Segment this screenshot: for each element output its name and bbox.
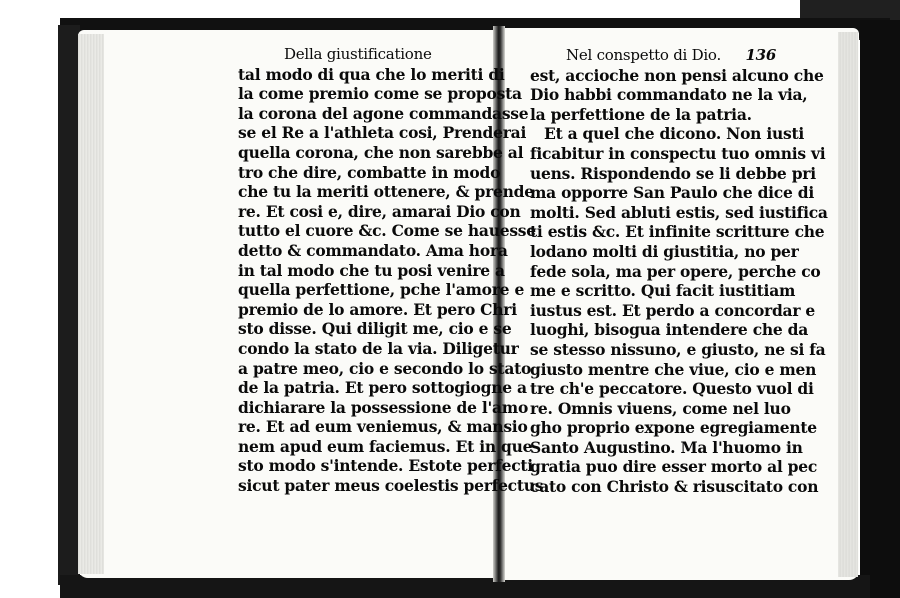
text-line: ti estis &c. Et infinite scritture che: [530, 222, 825, 242]
text-line: gho proprio expone egregiamente: [530, 418, 817, 438]
text-line: fede sola, ma per opere, perche co: [530, 261, 821, 281]
left-running-head: Della giustificatione: [284, 45, 432, 63]
text-line: tal modo di qua che lo meriti di: [238, 64, 505, 84]
text-line: la come premio come se proposta: [238, 84, 522, 104]
text-line: est, accioche non pensi alcuno che: [530, 65, 824, 85]
text-line: gratia puo dire esser morto al pec: [530, 457, 818, 477]
text-line: in tal modo che tu posi venire a: [238, 260, 505, 280]
text-line: Santo Augustino. Ma l'huomo in: [530, 437, 803, 457]
right-running-head-row: [530, 46, 828, 66]
text-line: sto modo s'intende. Estote perfecti: [238, 456, 533, 476]
text-line: sicut pater meus coelestis perfectus: [238, 476, 544, 496]
text-line: iustus est. Et perdo a concordar e: [530, 300, 816, 320]
text-line: la corona del agone commandasse: [238, 103, 529, 123]
text-line: ma opporre San Paulo che dice di: [530, 183, 814, 203]
book-cover-right-edge: [860, 20, 900, 598]
left-page-edges: [78, 34, 104, 574]
text-line: tro che dire, combatte in modo: [238, 162, 501, 182]
text-line: luoghi, bisogua intendere che da: [530, 320, 809, 340]
text-line: che tu la meriti ottenere, & prende: [238, 182, 534, 202]
text-line: quella corona, che non sarebbe al: [238, 142, 524, 162]
right-running-head: Nel conspetto di Dio.: [566, 46, 721, 64]
text-line: re. Et ad eum veniemus, & mansio: [238, 417, 528, 437]
text-line: uens. Rispondendo se li debbe pri: [530, 163, 816, 183]
text-line: me e scritto. Qui facit iustitiam: [530, 281, 796, 301]
page-number: 136: [745, 46, 777, 64]
text-line: de la patria. Et pero sottogiogne a: [238, 378, 527, 398]
text-line: molti. Sed abluti estis, sed iustifica: [530, 202, 828, 222]
text-line: sto disse. Qui diligit me, cio e se: [238, 319, 512, 339]
text-line: tre ch'e peccatore. Questo vuol di: [530, 379, 814, 399]
text-line: re. Omnis viuens, come nel luo: [530, 398, 791, 418]
text-line: dichiarare la possessione de l'amo: [238, 397, 529, 417]
right-page-text: [530, 46, 828, 497]
text-line: quella perfettione, pche l'amore e: [238, 280, 525, 300]
left-page-text: [238, 45, 543, 496]
right-page-edges: [838, 32, 858, 577]
text-line: se el Re a l'athleta cosi, Prenderai: [238, 123, 527, 143]
text-line: a patre meo, cio e secondo lo stato: [238, 358, 532, 378]
book-cover-left-edge: [58, 25, 80, 585]
text-line: ficabitur in conspectu tuo omnis vi: [530, 143, 826, 163]
text-line: cato con Christo & risuscitato con: [530, 477, 819, 497]
text-line: Et a quel che dicono. Non iusti: [544, 124, 805, 144]
text-line: detto & commandato. Ama hora: [238, 240, 508, 260]
text-line: Dio habbi commandato ne la via,: [530, 85, 808, 105]
text-line: premio de lo amore. Et pero Chri: [238, 299, 517, 319]
text-line: se stesso nissuno, e giusto, ne si fa: [530, 339, 826, 359]
text-line: tutto el cuore &c. Come se hauesse: [238, 221, 536, 241]
text-line: nem apud eum faciemus. Et in que: [238, 436, 533, 456]
text-line: lodano molti di giustitia, no per: [530, 241, 799, 261]
text-line: giusto mentre che viue, cio e men: [530, 359, 817, 379]
text-line: re. Et cosi e, dire, amarai Dio con: [238, 201, 521, 221]
text-line: la perfettione de la patria.: [530, 104, 752, 124]
text-line: condo la stato de la via. Diligetur: [238, 338, 519, 358]
